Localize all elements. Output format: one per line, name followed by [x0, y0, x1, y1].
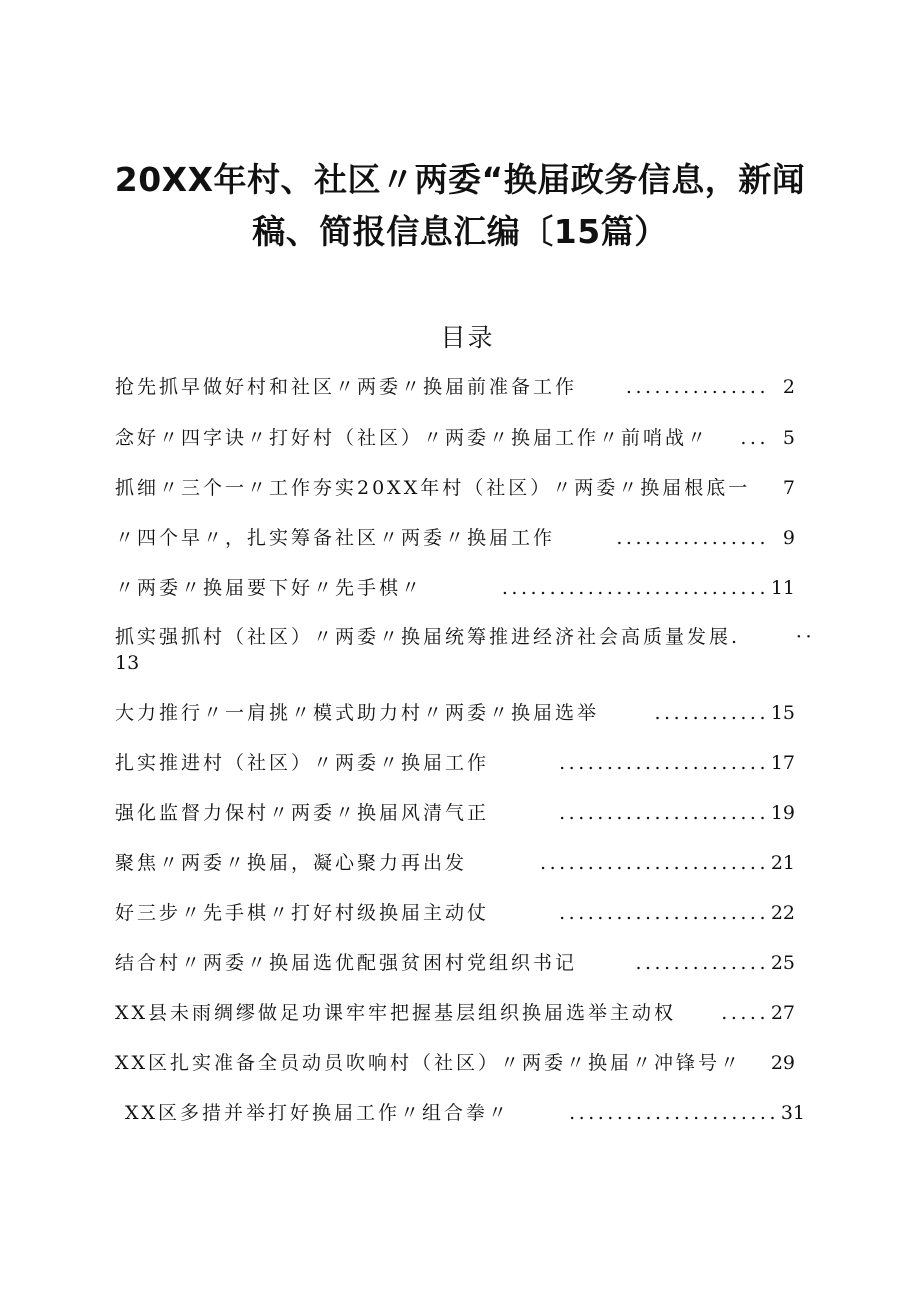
toc-entry[interactable]	[115, 523, 795, 553]
toc-page-number: 9	[783, 523, 795, 553]
toc-leader-dots: ................	[616, 527, 769, 549]
toc-entry[interactable]	[115, 698, 795, 728]
toc-page-number: 31	[781, 1098, 805, 1128]
toc-entry-title: 抓细〃三个一〃工作夯实20XX年村（社区）〃两委〃换届根底一	[115, 473, 750, 503]
toc-entry[interactable]	[115, 898, 795, 928]
toc-entry-title: 聚焦〃两委〃换届，凝心聚力再出发	[115, 848, 467, 878]
toc-entry-title: 抢先抓早做好村和社区〃两委〃换届前准备工作	[115, 372, 577, 402]
toc-page-number: 27	[771, 998, 795, 1028]
toc-entry-title: 扎实推进村（社区）〃两委〃换届工作	[115, 748, 489, 778]
toc-page-number: 15	[771, 698, 795, 728]
toc-leader-dots: ............	[654, 702, 769, 724]
toc-entry[interactable]	[115, 948, 795, 978]
toc-page-number: 17	[771, 748, 795, 778]
toc-entry[interactable]	[115, 573, 795, 603]
toc-entry[interactable]	[115, 1048, 795, 1078]
toc-leader-dots: ......................	[559, 802, 769, 824]
toc-page-number: 29	[771, 1048, 795, 1078]
toc-entry-title: 〃四个早〃，扎实筹备社区〃两委〃换届工作	[115, 523, 555, 553]
toc-leader-dots: ...............	[625, 376, 769, 398]
toc-page-number: 2	[783, 372, 795, 402]
toc-entry-title: 结合村〃两委〃换届选优配强贫困村党组织书记	[115, 948, 577, 978]
toc-entry[interactable]	[115, 473, 795, 503]
toc-page-number: 21	[771, 848, 795, 878]
toc-leader-dots: ...	[740, 427, 769, 449]
toc-leader-dots: ··	[795, 626, 815, 648]
toc-leader-dots: ......................	[559, 752, 769, 774]
toc-entry[interactable]	[115, 998, 795, 1028]
toc-entry-title: 强化监督力保村〃两委〃换届风清气正	[115, 798, 489, 828]
toc-entry-title: 大力推行〃一肩挑〃模式助力村〃两委〃换届选举	[115, 698, 599, 728]
toc-page-number: 11	[771, 573, 795, 603]
toc-page-number: 5	[783, 423, 795, 453]
toc-leader-dots: .....	[721, 1002, 769, 1024]
toc-leader-dots: ......................	[569, 1102, 779, 1124]
toc-entry-title: XX县未雨绸缪做足功课牢牢把握基层组织换届选举主动权	[115, 998, 676, 1028]
toc-entry[interactable]	[115, 798, 795, 828]
toc-page-number: 19	[771, 798, 795, 828]
toc-entry[interactable]	[115, 423, 795, 453]
toc-page-number: 25	[771, 948, 795, 978]
toc-entry-title: 〃两委〃换届要下好〃先手棋〃	[115, 573, 423, 603]
toc-entry-title: 念好〃四字诀〃打好村（社区）〃两委〃换届工作〃前哨战〃	[115, 423, 709, 453]
toc-entry-title: XX区多措并举打好换届工作〃组合拳〃	[125, 1098, 510, 1128]
toc-entry-title: XX区扎实准备全员动员吹响村（社区）〃两委〃换届〃冲锋号〃	[115, 1048, 742, 1078]
toc-leader-dots: ..............	[635, 952, 769, 974]
toc-entry[interactable]	[115, 622, 815, 682]
toc-entry[interactable]	[115, 748, 795, 778]
toc-page-number: 7	[783, 473, 795, 503]
toc-heading: 目录	[440, 323, 495, 352]
toc-page-number: 13	[115, 652, 140, 674]
toc-leader-dots: ......................	[559, 902, 769, 924]
toc-entry[interactable]	[115, 848, 795, 878]
toc-entry[interactable]	[125, 1098, 805, 1128]
toc-entry[interactable]	[115, 372, 795, 402]
toc-page-number: 22	[771, 898, 795, 928]
toc-leader-dots: ........................	[540, 852, 769, 874]
document-title-line1: 20XX年村、社区〃两委“换届政务信息，新闻	[114, 160, 806, 199]
toc-entry-title: 好三步〃先手棋〃打好村级换届主动仗	[115, 898, 489, 928]
toc-leader-dots: ............................	[501, 577, 769, 599]
document-title-line2: 稿、简报信息汇编〔15篇）	[252, 212, 668, 251]
toc-entry-title: 抓实强抓村（社区）〃两委〃换届统筹推进经济社会高质量发展.	[115, 622, 740, 652]
